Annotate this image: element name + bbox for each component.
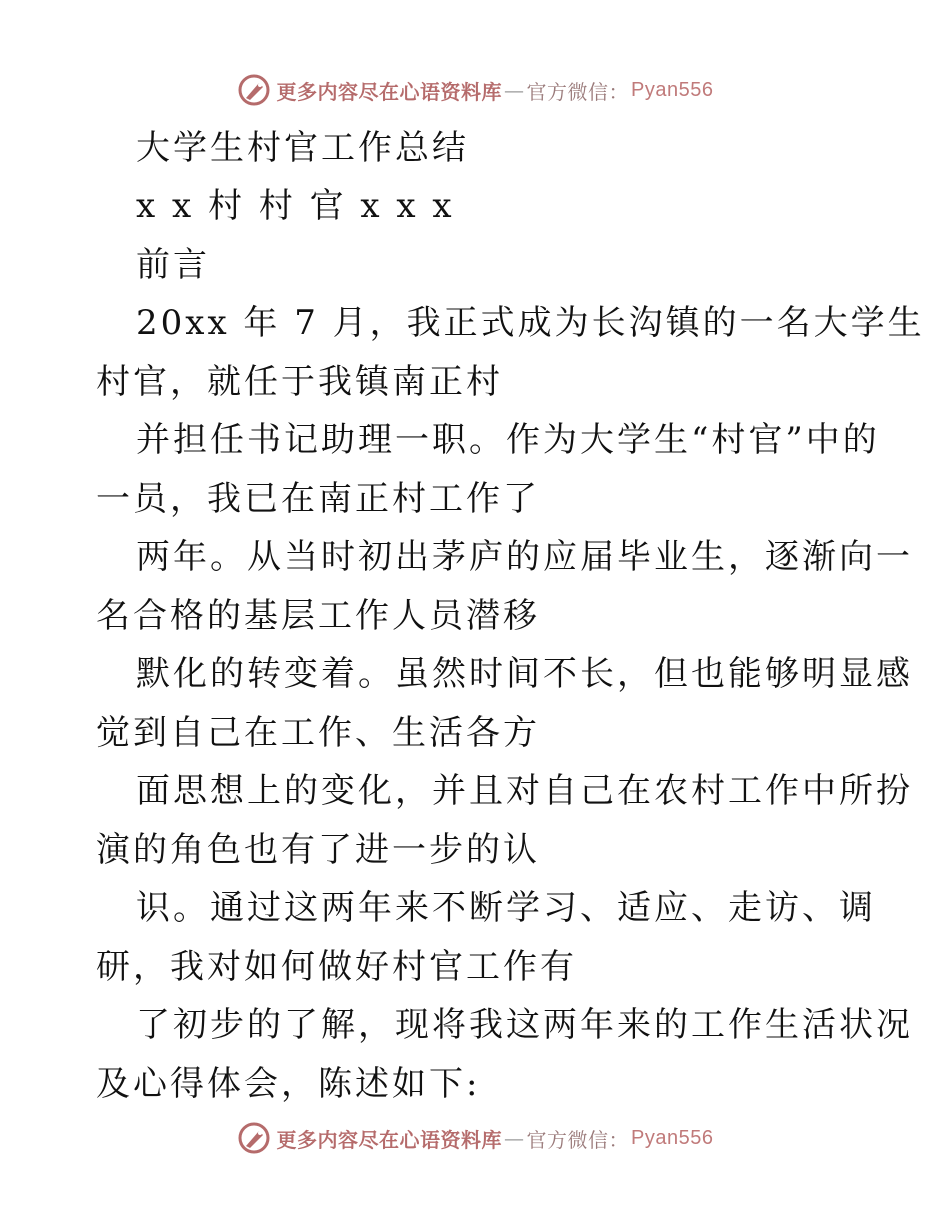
- paragraph-line: 村官，就任于我镇南正村: [96, 362, 503, 402]
- paragraph-line: 一员，我已在南正村工作了: [96, 479, 540, 519]
- paragraph-line: 两年。从当时初出茅庐的应届毕业生，逐渐向一: [136, 537, 913, 577]
- banner-site-name: 更多内容尽在心语资料库: [276, 1127, 503, 1152]
- banner-dash: —: [504, 1126, 525, 1150]
- paragraph-line: 名合格的基层工作人员潜移: [96, 596, 540, 636]
- document-title: 大学生村官工作总结: [136, 128, 469, 168]
- paragraph-line: 演的角色也有了进一步的认: [96, 830, 540, 870]
- banner-dash: —: [504, 78, 525, 102]
- paragraph-line: 及心得体会，陈述如下:: [96, 1064, 481, 1104]
- paragraph-line: 研，我对如何做好村官工作有: [96, 947, 577, 987]
- paragraph-line: 默化的转变着。虽然时间不长，但也能够明显感: [136, 654, 913, 694]
- banner-site-name: 更多内容尽在心语资料库: [276, 79, 503, 104]
- paragraph-line: 了初步的了解，现将我这两年来的工作生活状况: [136, 1005, 913, 1045]
- banner-wechat-label: 官方微信：: [526, 1127, 630, 1152]
- paragraph-line: 20xx 年 7 月，我正式成为长沟镇的一名大学生: [136, 303, 925, 343]
- paragraph-line: 觉到自己在工作、生活各方: [96, 713, 540, 753]
- banner-wechat-id: Pyan556: [631, 78, 714, 101]
- pen-nib-logo-icon: [237, 1121, 271, 1155]
- header-watermark-banner: [0, 70, 950, 110]
- paragraph-line: 面思想上的变化，并且对自己在农村工作中所扮: [136, 771, 913, 811]
- banner-wechat-label: 官方微信：: [526, 79, 630, 104]
- banner-wechat-id: Pyan556: [631, 1126, 714, 1149]
- author-line: x x 村 村 官 x x x: [136, 186, 455, 226]
- pen-nib-logo-icon: [237, 73, 271, 107]
- footer-watermark-banner: [0, 1118, 950, 1158]
- paragraph-line: 并担任书记助理一职。作为大学生“村官”中的: [136, 420, 880, 460]
- paragraph-line: 识。通过这两年来不断学习、适应、走访、调: [136, 888, 876, 928]
- section-heading: 前言: [136, 245, 210, 285]
